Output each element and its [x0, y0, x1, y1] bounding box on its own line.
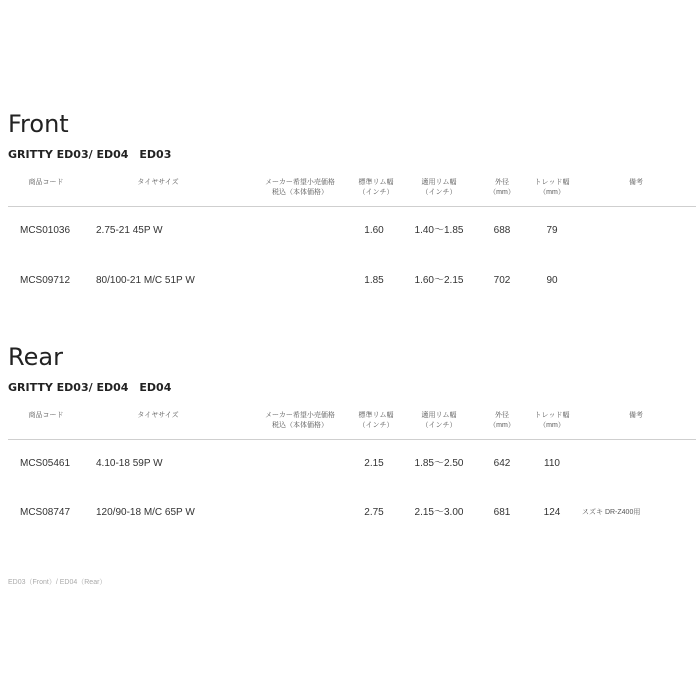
cell-note: スズキ DR-Z400用 — [582, 509, 641, 516]
col-header-tread: トレッド幅 （mm） — [534, 179, 570, 196]
table-header-front — [8, 170, 696, 207]
col-header-tire-size: タイヤサイズ — [137, 412, 179, 419]
section-subtitle-front: GRITTY ED03/ ED04 ED03 — [8, 148, 172, 161]
section-subtitle-rear: GRITTY ED03/ ED04 ED04 — [8, 381, 172, 394]
col-header-note: 備考 — [629, 179, 643, 186]
col-header-tire-size: タイヤサイズ — [137, 179, 179, 186]
col-header-standard-rim: 標準リム幅 （インチ） — [358, 179, 394, 196]
col-header-tread: トレッド幅 （mm） — [534, 412, 570, 429]
table-row — [8, 503, 696, 523]
cell-applicable-rim: 1.85〜2.50 — [414, 458, 464, 469]
cell-diameter: 702 — [493, 275, 511, 286]
section-title-rear: Rear — [8, 343, 63, 371]
col-header-code: 商品コード — [28, 412, 64, 419]
cell-code: MCS09712 — [20, 275, 71, 286]
cell-applicable-rim: 1.40〜1.85 — [414, 225, 464, 236]
col-header-price: メーカー希望小売価格 税込（本体価格） — [265, 412, 335, 429]
col-header-applicable-rim: 適用リム幅 （インチ） — [421, 412, 457, 429]
col-header-applicable-rim: 適用リム幅 （インチ） — [421, 179, 457, 196]
table-header-rear — [8, 403, 696, 440]
cell-standard-rim: 1.60 — [364, 225, 384, 236]
table-row — [8, 271, 696, 291]
cell-tread: 79 — [546, 225, 558, 236]
cell-size: 120/90-18 M/C 65P W — [96, 507, 195, 518]
table-row — [8, 221, 696, 241]
section-title-front: Front — [8, 110, 69, 138]
cell-size: 2.75-21 45P W — [96, 225, 163, 236]
cell-diameter: 688 — [493, 225, 511, 236]
col-header-price: メーカー希望小売価格 税込（本体価格） — [265, 179, 335, 196]
cell-size: 80/100-21 M/C 51P W — [96, 275, 195, 286]
cell-applicable-rim: 2.15〜3.00 — [414, 507, 464, 518]
col-header-code: 商品コード — [28, 179, 64, 186]
cell-tread: 110 — [544, 458, 560, 469]
cell-standard-rim: 1.85 — [364, 275, 384, 286]
cell-tread: 124 — [543, 507, 561, 518]
col-header-diameter: 外径 （mm） — [489, 412, 515, 429]
cell-standard-rim: 2.15 — [364, 458, 384, 469]
cell-standard-rim: 2.75 — [364, 507, 384, 518]
cell-size: 4.10-18 59P W — [96, 458, 163, 469]
col-header-diameter: 外径 （mm） — [489, 179, 515, 196]
cell-applicable-rim: 1.60〜2.15 — [414, 275, 464, 286]
col-header-note: 備考 — [629, 412, 643, 419]
cell-code: MCS08747 — [20, 507, 71, 518]
col-header-standard-rim: 標準リム幅 （インチ） — [358, 412, 394, 429]
cell-code: MCS01036 — [20, 225, 71, 236]
cell-tread: 90 — [546, 275, 558, 286]
cell-diameter: 642 — [493, 458, 511, 469]
footnote: ED03（Front）/ ED04（Rear） — [8, 579, 107, 586]
table-row — [8, 454, 696, 474]
cell-code: MCS05461 — [20, 458, 71, 469]
cell-diameter: 681 — [493, 507, 511, 518]
